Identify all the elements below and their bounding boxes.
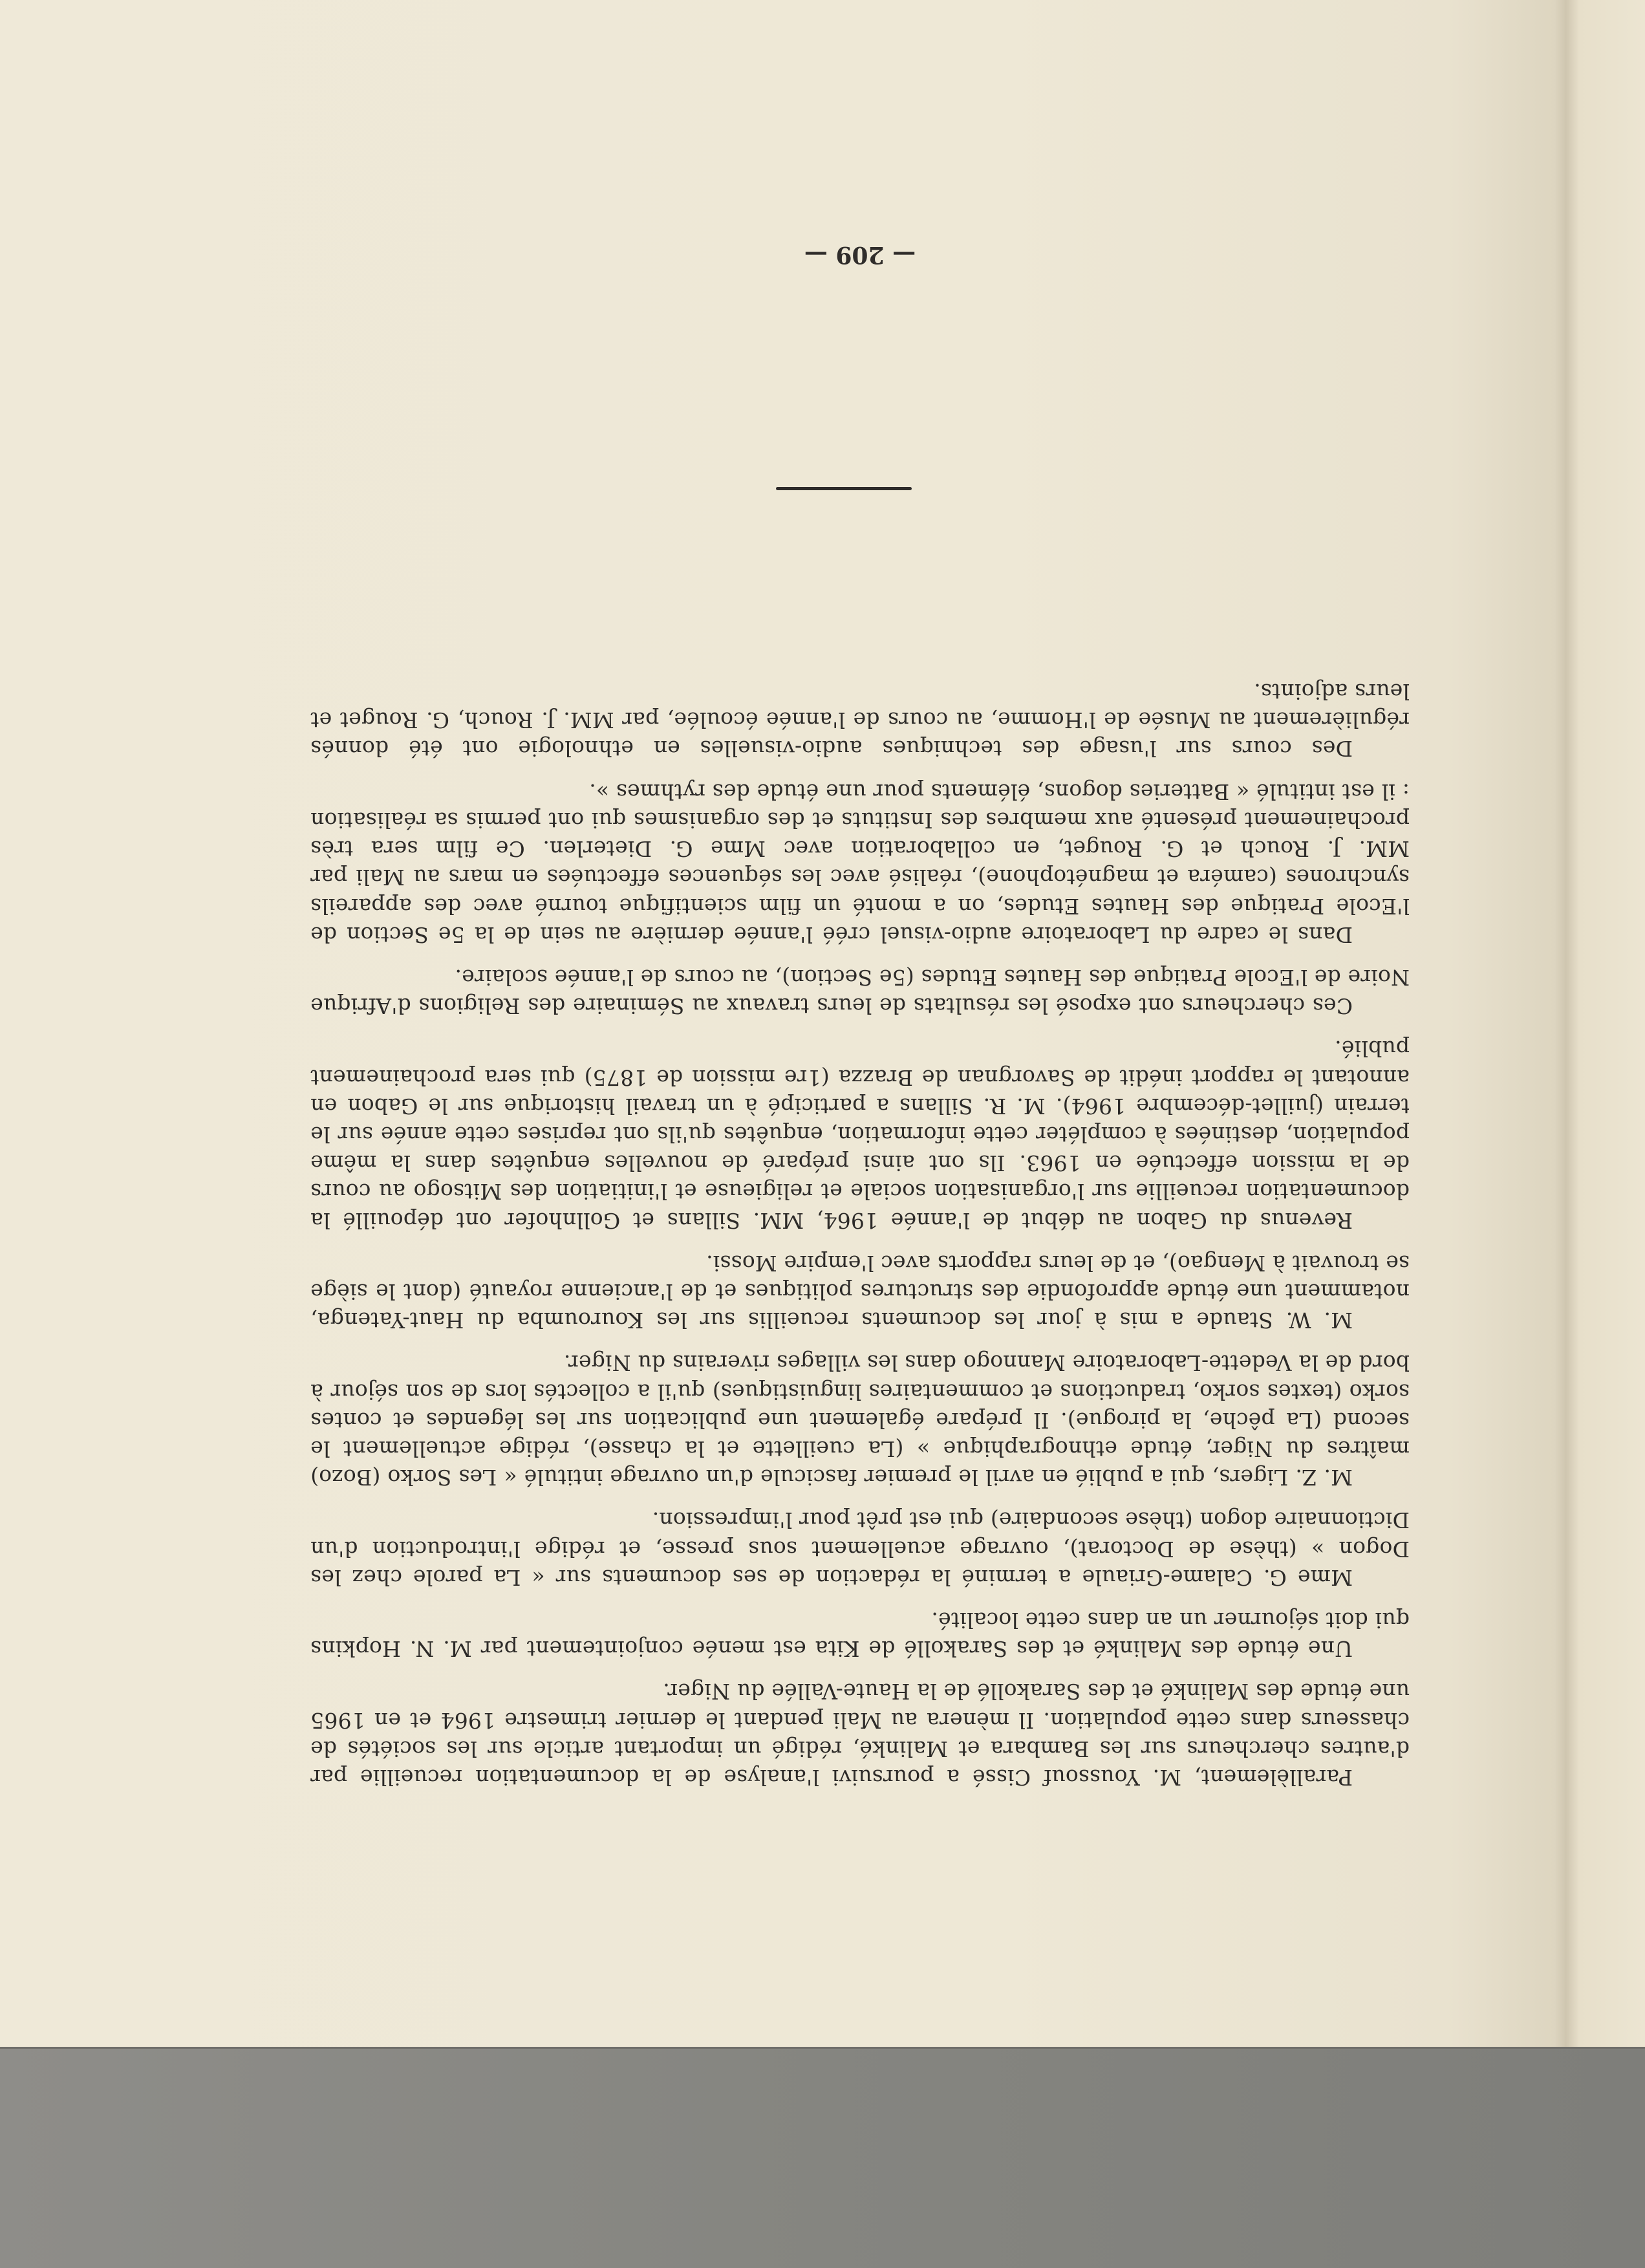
paragraph-sillans-gollnhofer: Revenus du Gabon au début de l'année 1964, MM. Sillans et Gollnhofer ont dépouillé la documentation recueillie sur l'organisation sociale et religieuse et l'initiation des Mitsogo au cours de la mission effectuée en 1963. Ils ont ainsi préparé de nouvelles enquêtes dans la même population, destinées à compléter cette information, enquêtes qu'ils ont reprises cette année sur le terrain (juillet-décembre 1964). M. R. Sillans a participé à un travail historique sur le Gabon en annotant le rapport inédit de Savorgnan de Brazza (1re mission de 1875) qui sera prochainement publié. bbox=[310, 1036, 1410, 1233]
scanner-background bbox=[0, 2047, 1645, 2268]
paragraph-staude: M. W. Staude a mis à jour les documents recueillis sur les Kouroumba du Haut-Yatenga, notamment une étude approfondie des structures politiques et de l'ancienne royauté (dont le siège se trouvait à Mengao), et de leurs rapports avec l'empire Mossi. bbox=[310, 1250, 1410, 1334]
paragraph-cours: Des cours sur l'usage des techniques audio-visuelles en ethnologie ont été donnés régulièrement au Musée de l'Homme, au cours de l'année écoulée, par MM. J. Rouch, G. Rouget et leurs adjoints. bbox=[310, 679, 1410, 762]
page-number: — 209 — bbox=[804, 241, 916, 268]
paragraph-calame-griaule: Mme G. Calame-Griaule a terminé la rédaction de ses documents sur « La parole chez les Dogon » (thèse de Doctorat), ouvrage acuellement sous presse, et rédige l'introduction d'un Dictionnaire dogon (thèse secondaire) qui est prêt pour l'impression. bbox=[310, 1507, 1410, 1590]
paragraph-seminaire: Ces chercheurs ont exposé les résultats de leurs travaux au Séminaire des Religions d'Afrique Noire de l'Ecole Pratique des Hautes Etudes (5e Section), au cours de l'année scolaire. bbox=[310, 964, 1410, 1019]
section-rule bbox=[776, 487, 912, 490]
paragraph-hopkins: Une étude des Malinké et des Sarakollé de Kita est menée conjointement par M. N. Hopkins qui doit séjourner un an dans cette localité. bbox=[310, 1607, 1410, 1662]
paragraph-cisse: Parallèlement, M. Youssouf Cissé a poursuivi l'analyse de la documentation recueillie par d'autres chercheurs sur les Bambara et Malinké, rédigé un important article sur les sociétés de chasseurs dans cette population. Il mènera au Mali pendant le dernier trimestre 1964 et en 1965 une étude des Malinké et des Sarakollé de la Haute-Vallée du Niger. bbox=[310, 1679, 1410, 1790]
upside-down-page-content bbox=[310, 220, 1410, 1863]
paragraph-ligers: M. Z. Ligers, qui a publié en avril le premier fascicule d'un ouvrage intitulé « Les Sorko (Bozo) maîtres du Niger, étude ethnographique » (La cueillette et la chasse), rédige actuellement le second (La pêche, la pirogue). Il prépare également une publication sur les légendes et contes sorko (textes sorko, traductions et commentaires linguistiques) qu'il a collectés lors de son séjour à bord de la Vedette-Laboratoire Mannogo dans les villages riverains du Niger. bbox=[310, 1350, 1410, 1491]
body-text bbox=[310, 663, 1410, 1791]
paragraph-laboratoire: Dans le cadre du Laboratoire audio-visuel créé l'année dernière au sein de la 5e Section de l'Ecole Pratique des Hautes Etudes, on a monté un film scientifique tourné avec des appareils synchrones (caméra et magnétophone), réalisé avec les séquences effectuées en mars au Mali par MM. J. Rouch et G. Rouget, en collaboration avec Mme G. Dieterlen. Ce film sera très prochainement présenté aux membres des Instituts et des organismes qui ont permis sa réalisation : il est intitulé « Batteries dogons, éléments pour une étude des rythmes ». bbox=[310, 779, 1410, 947]
